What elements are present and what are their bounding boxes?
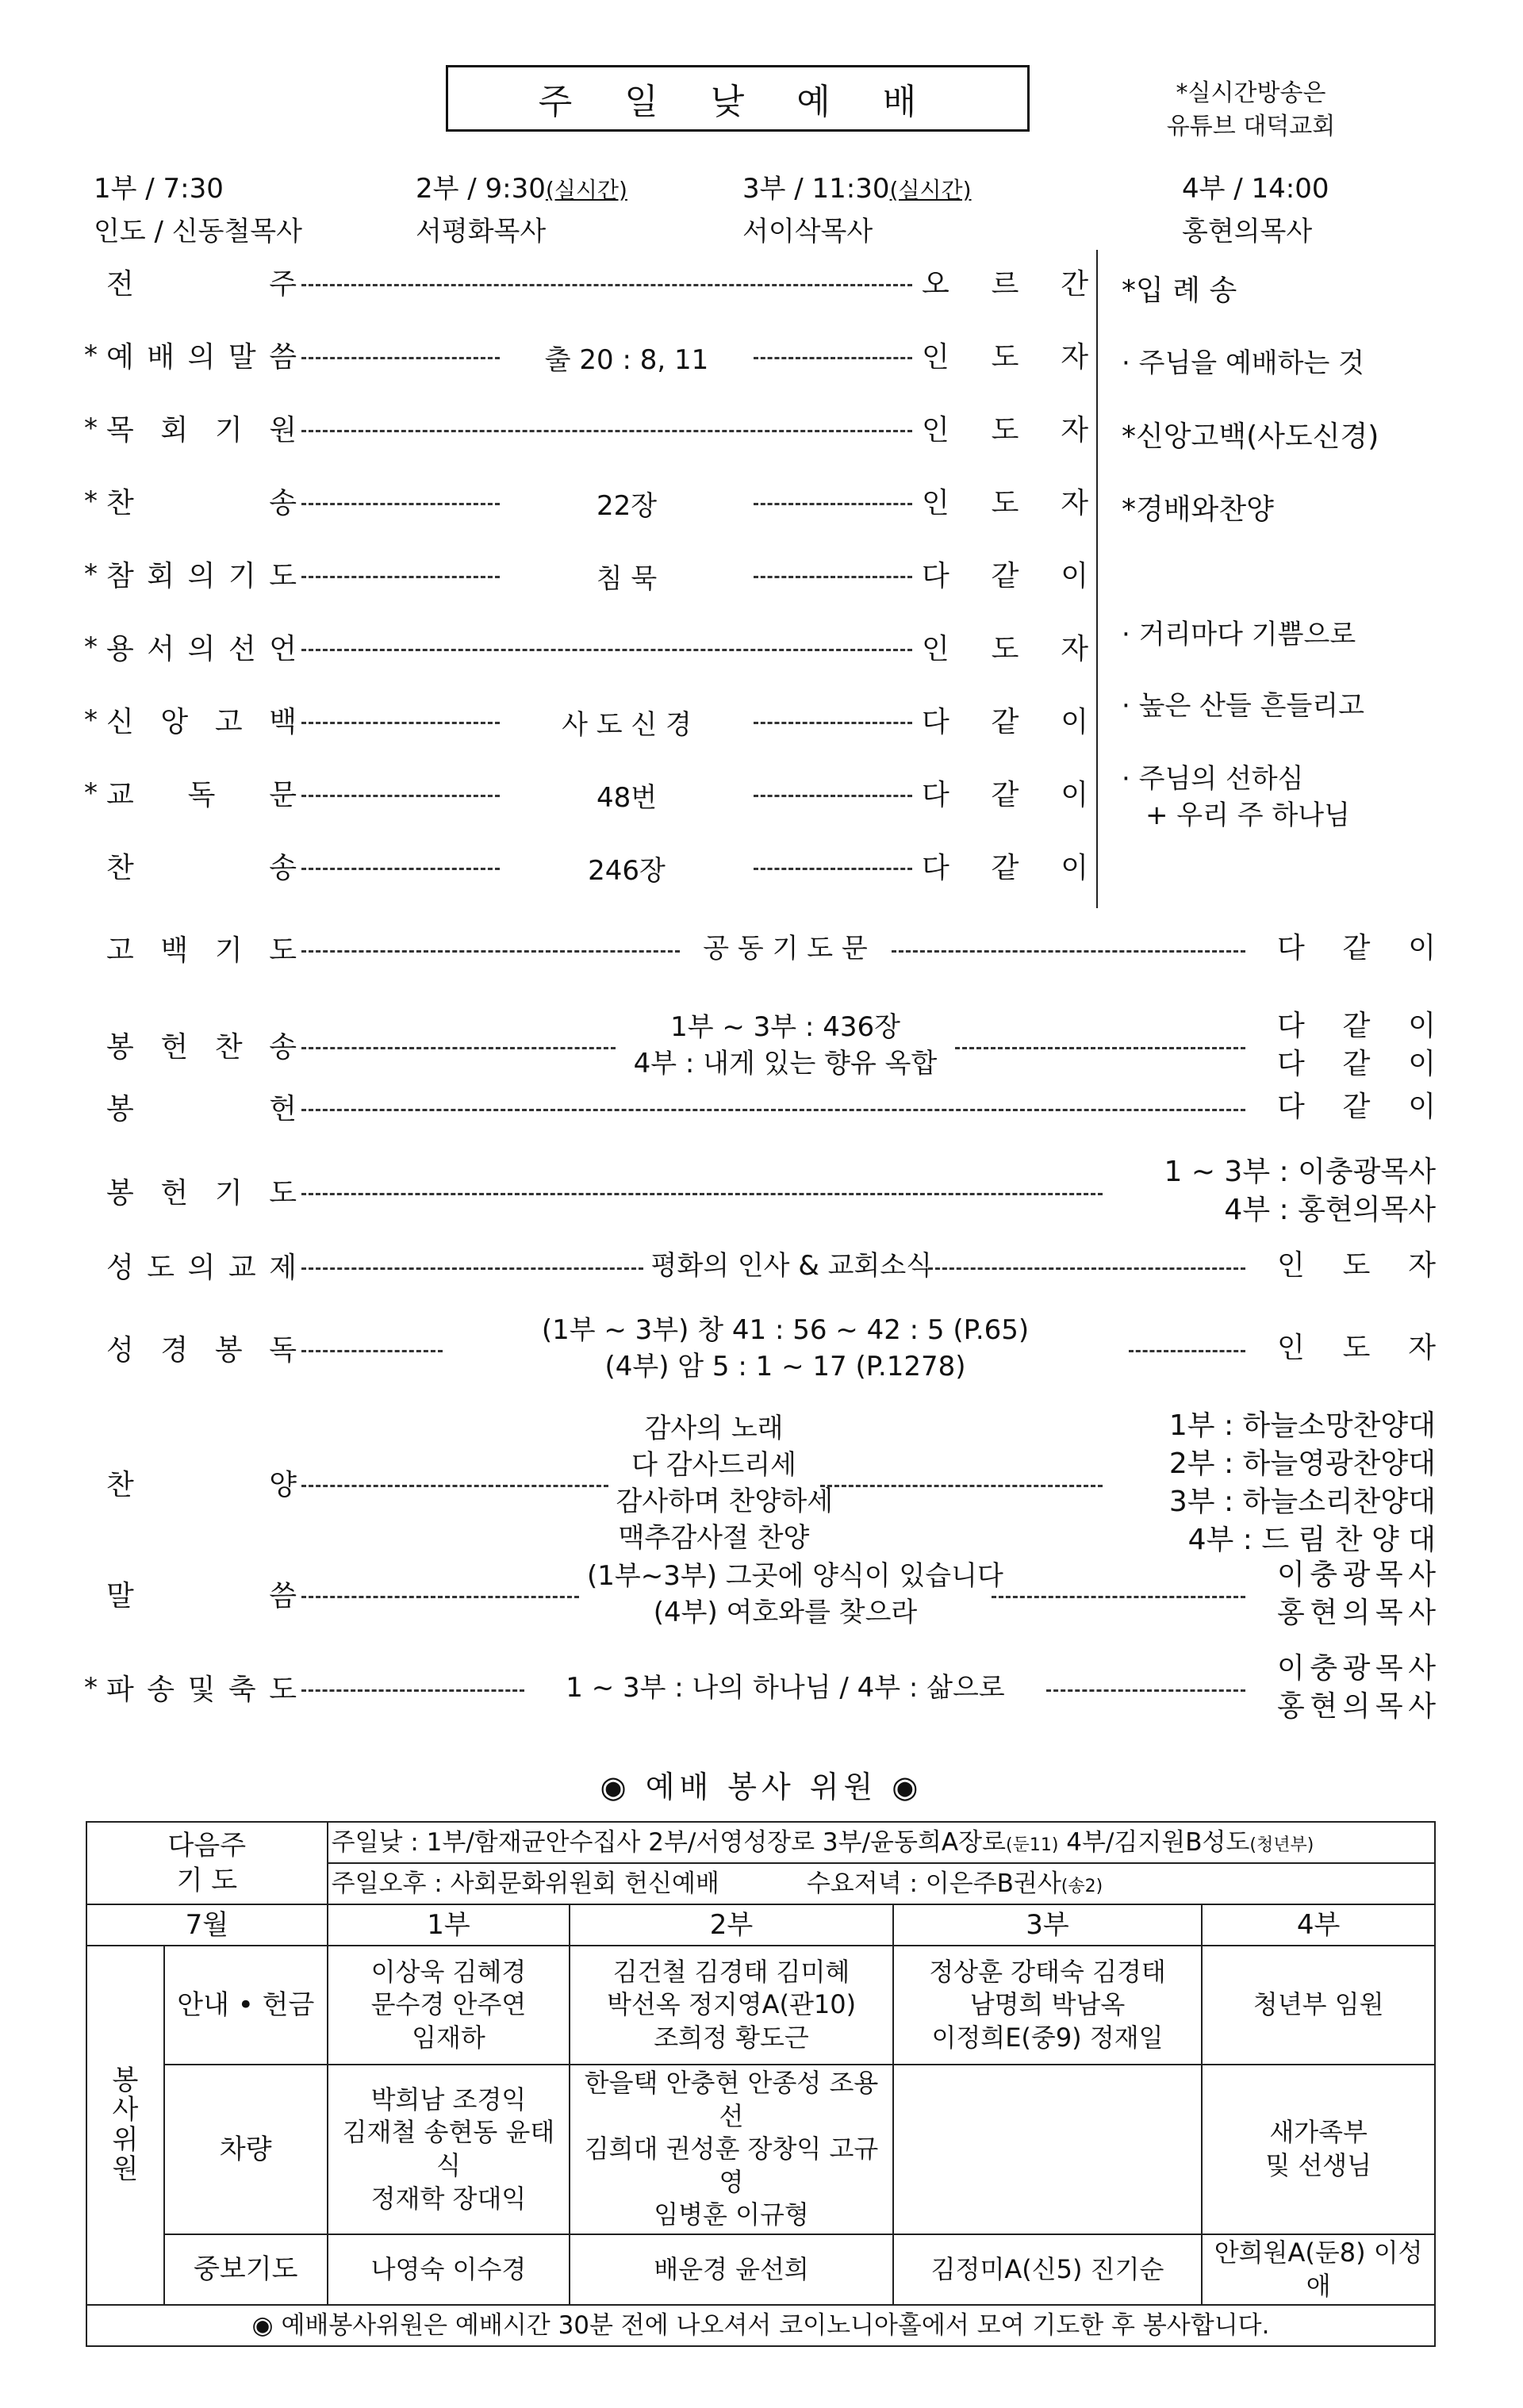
service-1-leader: 인도 / 신동철목사 — [94, 216, 302, 247]
order-role: 인 도 자 — [922, 633, 1088, 665]
dash-leader — [1129, 1350, 1246, 1352]
required-star: * — [84, 631, 98, 663]
service-4-leader: 홍현의목사 — [1182, 216, 1313, 247]
col-header-2: 2부 — [570, 1904, 893, 1946]
dash-leader — [992, 1596, 1245, 1598]
month-label: 7월 — [86, 1904, 328, 1946]
order-label: 봉 헌 기 도 — [106, 1177, 297, 1210]
order-detail: 246장 — [588, 855, 666, 887]
order-role: 인 도 자 — [922, 487, 1088, 520]
committee-names: 안희원A(둔8) 이성애 — [1214, 2237, 1423, 2301]
order-detail-line: 평화의 인사 & 교회소식 — [650, 1250, 933, 1282]
service-2-leader: 서평화목사 — [416, 216, 547, 247]
order-detail — [616, 1410, 834, 1556]
dash-leader — [754, 722, 912, 724]
order-label: 말 씀 — [106, 1580, 297, 1612]
fourth-song-5: + 우리 주 하나님 — [1145, 799, 1350, 831]
committee-cell — [570, 2065, 893, 2234]
order-role-line: 1 ~ 3부 : 이충광목사 — [1164, 1156, 1436, 1188]
committee-names: 김정미A(신5) 진기순 — [930, 2253, 1164, 2284]
dash-leader — [754, 868, 912, 870]
order-role — [1115, 1407, 1436, 1559]
order-row — [87, 1087, 1436, 1128]
dash-leader — [301, 503, 500, 505]
order-detail-line: 맥추감사절 찬양 — [618, 1522, 810, 1554]
committee-names: 남명희 박남옥 — [969, 1989, 1126, 2020]
committee-cell — [328, 1946, 570, 2065]
committee-cell — [1202, 2065, 1435, 2234]
required-star: * — [84, 558, 98, 590]
order-row — [87, 1006, 1436, 1085]
committee-cell — [893, 1946, 1203, 2065]
order-role-line: 다 같 이 — [1277, 1048, 1436, 1080]
order-role-line: 인 도 자 — [1277, 1332, 1436, 1364]
dash-leader — [301, 1047, 616, 1049]
committee-names: 문수경 안주연 — [370, 1989, 527, 2020]
committee-cell — [328, 2234, 570, 2305]
dash-leader — [301, 1193, 1103, 1195]
service-3-leader: 서이삭목사 — [742, 216, 873, 247]
committee-title: ◉ 예배 봉사 위원 ◉ — [600, 1770, 923, 1804]
order-row — [87, 1152, 1436, 1231]
order-role — [1277, 1007, 1436, 1083]
dash-leader — [301, 722, 500, 724]
committee-names: 정재학 장대익 — [370, 2183, 527, 2214]
dash-leader — [301, 1689, 524, 1692]
fourth-praise: *경배와찬양 — [1122, 493, 1274, 526]
committee-cell — [1202, 2234, 1435, 2305]
dash-leader — [301, 1109, 1245, 1111]
committee-cell — [1202, 1946, 1435, 2065]
order-row — [84, 1648, 1436, 1727]
fourth-song-1: · 주님을 예배하는 것 — [1122, 347, 1364, 379]
order-detail: 48번 — [596, 782, 658, 814]
order-detail: 출 20 : 8, 11 — [544, 344, 709, 376]
required-star: * — [84, 1672, 98, 1704]
dash-leader — [892, 950, 1246, 953]
dash-leader — [928, 1267, 1246, 1270]
order-detail — [451, 1312, 1121, 1385]
dash-leader — [754, 576, 912, 578]
order-detail-line: 공 동 기 도 문 — [703, 933, 868, 964]
order-detail — [587, 1558, 1003, 1631]
committee-names: 이정희E(중9) 정재일 — [931, 2022, 1164, 2053]
order-detail: 침 묵 — [596, 563, 658, 595]
dash-leader — [301, 795, 500, 797]
dash-leader — [301, 1485, 608, 1487]
order-detail — [532, 1670, 1038, 1706]
committee-cell — [328, 2065, 570, 2234]
committee-names: 배운경 윤선희 — [654, 2253, 809, 2284]
committee-names: 조희정 황도근 — [654, 2022, 809, 2053]
committee-cell — [570, 1946, 893, 2065]
order-detail-line: 감사하며 찬양하세 — [616, 1486, 834, 1517]
order-label: 봉 헌 — [106, 1093, 297, 1125]
service-2-time: 2부 / 9:30(실시간) — [416, 173, 627, 205]
order-label: 교 독 문 — [106, 779, 297, 811]
required-star: * — [84, 704, 98, 736]
order-role: 다 같 이 — [922, 706, 1088, 738]
fourth-entrance-song: *입 례 송 — [1122, 274, 1237, 307]
dash-leader — [301, 576, 500, 578]
order-detail — [650, 1248, 933, 1284]
order-role-line: 1부 : 하늘소망찬양대 — [1168, 1409, 1436, 1442]
order-label: 신 앙 고 백 — [106, 706, 297, 738]
row-label-vehicle: 차량 — [164, 2065, 328, 2234]
order-label: 목 회 기 원 — [106, 414, 297, 447]
dash-leader — [301, 649, 912, 651]
dash-leader — [955, 1047, 1245, 1049]
order-row — [84, 627, 1088, 668]
order-label: 찬 송 — [106, 852, 297, 884]
next-week-prayer-label: 다음주 기 도 — [86, 1822, 328, 1904]
order-detail-line: 4부 : 내게 있는 향유 옥합 — [633, 1048, 938, 1079]
order-label: 참 회 의 기 도 — [106, 560, 297, 592]
col-header-4: 4부 — [1202, 1904, 1435, 1946]
service-committee-table — [86, 1821, 1436, 2347]
dash-leader — [301, 868, 500, 870]
committee-names: 이상욱 김혜경 — [370, 1956, 527, 1987]
order-role: 인 도 자 — [922, 341, 1088, 374]
order-row — [84, 408, 1088, 449]
required-star: * — [84, 339, 98, 371]
committee-names: 청년부 임원 — [1253, 1989, 1384, 2020]
order-role-line: 홍 현 의 목 사 — [1277, 1597, 1436, 1629]
broadcast-note-line1: *실시간방송은 — [1176, 79, 1326, 107]
service-2-live: (실시간) — [545, 177, 627, 203]
order-label: 봉 헌 찬 송 — [106, 1031, 297, 1064]
broadcast-note-line2: 유튜브 대덕교회 — [1166, 113, 1336, 140]
required-star: * — [84, 412, 98, 444]
required-star: * — [84, 777, 98, 809]
order-row — [87, 1404, 1436, 1563]
service-3-live: (실시간) — [889, 177, 972, 203]
order-detail — [688, 930, 884, 967]
committee-names: 나영숙 이수경 — [370, 2253, 527, 2284]
fourth-song-2: · 거리마다 기쁨으로 — [1122, 619, 1356, 650]
order-role — [1277, 1088, 1436, 1126]
order-role-line: 다 같 이 — [1277, 1091, 1436, 1123]
fourth-creed: *신앙고백(사도신경) — [1122, 420, 1379, 453]
required-star: * — [84, 485, 98, 517]
committee-names: 박희남 조경익 — [370, 2084, 527, 2115]
table-footer-note: ◉ 예배봉사위원은 예배시간 30분 전에 나오셔서 코이노니아홀에서 모여 기도한 후 봉사합니다. — [86, 2305, 1435, 2346]
order-role-line: 2부 : 하늘영광찬양대 — [1168, 1447, 1436, 1480]
afternoon-evening-leaders: 주일오후 : 사회문화위원회 헌신예배 수요저녁 : 이은주B권사(송2) — [328, 1863, 1435, 1904]
committee-cell — [893, 2234, 1203, 2305]
order-label: 성 도 의 교 제 — [106, 1252, 297, 1284]
dash-leader — [754, 503, 912, 505]
order-role — [1277, 1247, 1436, 1285]
committee-names: 김재철 송현동 윤태식 — [342, 2117, 555, 2180]
order-row — [84, 335, 1088, 376]
order-detail-line: (1부~3부) 그곳에 양식이 있습니다 — [587, 1560, 1003, 1592]
order-role — [1115, 1153, 1436, 1229]
order-role-line: 다 같 이 — [1277, 932, 1436, 964]
fourth-song-3: · 높은 산들 흔들리고 — [1122, 690, 1364, 722]
col-header-1: 1부 — [328, 1904, 570, 1946]
row-label-intercession: 중보기도 — [164, 2234, 328, 2305]
service-4-time: 4부 / 14:00 — [1182, 173, 1329, 205]
service-committee-side-label: 봉 사 위 원 — [86, 1946, 164, 2305]
order-label: 용 서 의 선 언 — [106, 633, 297, 665]
committee-names: 임병훈 이규형 — [654, 2199, 809, 2230]
order-role-line: 4부 : 홍현의목사 — [1224, 1194, 1436, 1226]
committee-cell — [570, 2234, 893, 2305]
order-detail-line: 감사의 노래 — [644, 1413, 784, 1444]
committee-names: 새가족부 — [1269, 2117, 1368, 2148]
order-label: 전 주 — [106, 268, 297, 301]
order-detail-line: (4부) 여호와를 찾으라 — [653, 1597, 918, 1628]
dash-leader — [754, 357, 912, 359]
fourth-song-4: · 주님의 선하심 — [1122, 763, 1304, 795]
order-role — [1277, 1329, 1436, 1367]
dash-leader — [301, 1350, 443, 1352]
order-label: 찬 송 — [106, 487, 297, 520]
order-role: 오 르 간 — [922, 268, 1088, 301]
column-divider — [1096, 250, 1098, 908]
col-header-3: 3부 — [893, 1904, 1203, 1946]
committee-names: 및 선생님 — [1265, 2149, 1372, 2180]
order-role: 다 같 이 — [922, 852, 1088, 884]
order-row — [87, 262, 1087, 303]
service-3-time: 3부 / 11:30(실시간) — [742, 173, 972, 205]
order-row — [84, 773, 1088, 814]
dash-leader — [301, 284, 912, 286]
order-role: 다 같 이 — [922, 779, 1088, 811]
committee-names: 김희대 권성훈 장창익 고규영 — [584, 2134, 879, 2197]
order-detail-line: 다 감사드리세 — [631, 1449, 796, 1481]
order-row — [87, 1245, 1436, 1286]
order-detail — [623, 1009, 947, 1082]
service-1-time: 1부 / 7:30 — [94, 173, 224, 205]
dash-leader — [301, 430, 912, 432]
dash-leader — [301, 357, 500, 359]
order-label: 예 배 의 말 씀 — [106, 341, 297, 374]
row-label-usher-offering: 안내 • 헌금 — [164, 1946, 328, 2065]
order-role: 인 도 자 — [922, 414, 1088, 447]
order-role-line: 인 도 자 — [1277, 1249, 1436, 1282]
committee-names: 박선옥 정지영A(관10) — [606, 1989, 857, 2020]
order-detail: 사 도 신 경 — [562, 709, 692, 741]
order-detail-line: 1부 ~ 3부 : 436장 — [670, 1011, 900, 1043]
committee-names: 김건철 김경태 김미혜 — [612, 1956, 850, 1987]
order-role: 다 같 이 — [922, 560, 1088, 592]
order-detail-line: (1부 ~ 3부) 창 41 : 56 ~ 42 : 5 (P.65) — [541, 1314, 1030, 1346]
committee-names: 한을택 안충현 안종성 조용선 — [584, 2068, 879, 2131]
committee-cell — [893, 2065, 1203, 2234]
order-detail-line: 1 ~ 3부 : 나의 하나님 / 4부 : 삶으로 — [566, 1672, 1005, 1704]
order-row — [84, 700, 1088, 741]
order-row — [87, 928, 1436, 969]
order-row — [84, 554, 1088, 595]
dash-leader — [301, 950, 680, 953]
order-label: 성 경 봉 독 — [106, 1334, 297, 1367]
order-label: 파 송 및 축 도 — [106, 1674, 297, 1706]
committee-names: 임재하 — [412, 2022, 485, 2053]
order-role-line: 4부 : 드 림 찬 양 대 — [1187, 1524, 1436, 1556]
order-row — [87, 1555, 1436, 1634]
order-row — [84, 481, 1088, 522]
order-detail: 22장 — [596, 490, 658, 522]
order-role-line: 다 같 이 — [1277, 1010, 1436, 1042]
order-label: 고 백 기 도 — [106, 934, 297, 967]
dash-leader — [1046, 1689, 1245, 1692]
order-detail-line: (4부) 암 5 : 1 ~ 17 (P.1278) — [604, 1351, 966, 1382]
committee-names: 정상훈 강태숙 김경태 — [929, 1956, 1166, 1987]
order-label: 찬 양 — [106, 1469, 297, 1501]
noon-prayer-leaders: 주일낮 : 1부/함재균안수집사 2부/서영성장로 3부/윤동희A장로(둔11) 4부/김지원B성도(청년부) — [328, 1822, 1435, 1863]
order-role — [1277, 1556, 1436, 1632]
order-role — [1277, 1650, 1436, 1726]
dash-leader — [754, 795, 912, 797]
page-title: 주 일 낮 예 배 — [446, 65, 1030, 132]
order-role-line: 이 충 광 목 사 — [1277, 1559, 1436, 1591]
order-row — [87, 845, 1087, 887]
dash-leader — [301, 1596, 579, 1598]
dash-leader — [301, 1267, 643, 1270]
order-role-line: 홍 현 의 목 사 — [1277, 1690, 1436, 1723]
order-row — [87, 1309, 1436, 1388]
dash-leader — [820, 1485, 1103, 1487]
order-role — [1277, 930, 1436, 968]
order-role-line: 3부 : 하늘소리찬양대 — [1168, 1486, 1436, 1518]
order-role-line: 이 충 광 목 사 — [1277, 1652, 1436, 1685]
